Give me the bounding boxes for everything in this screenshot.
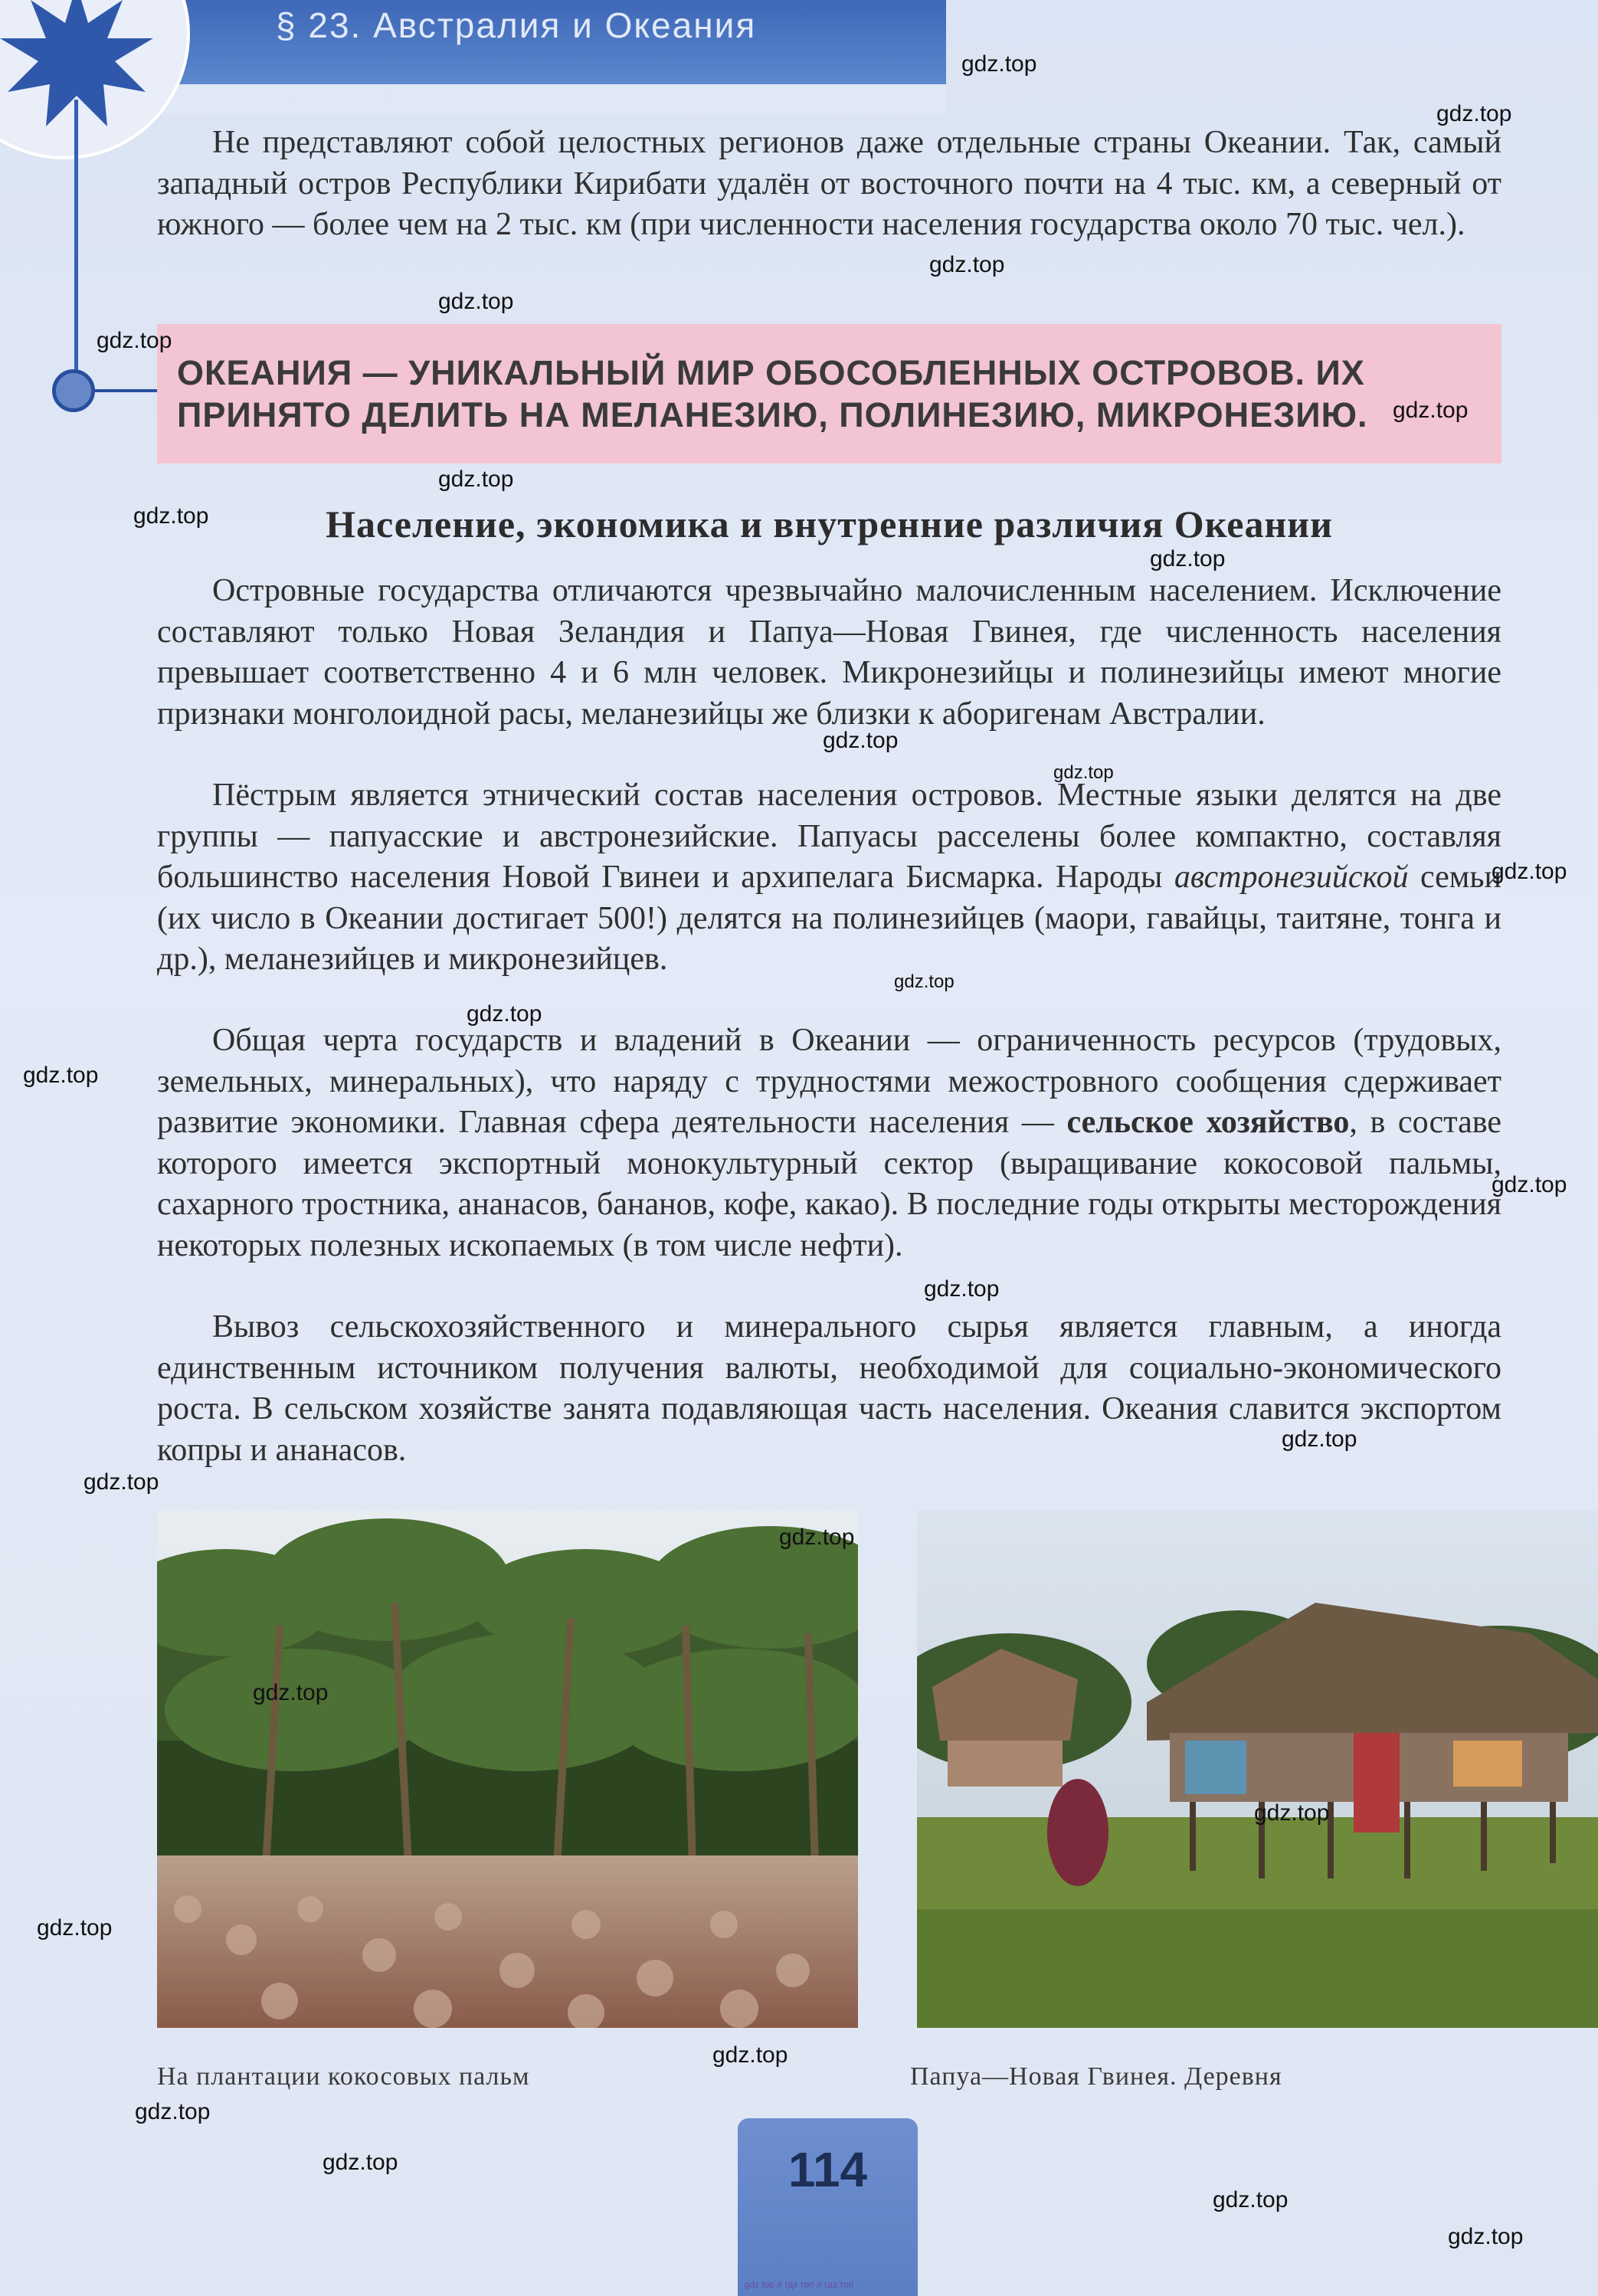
watermark: gdz.top	[961, 51, 1037, 77]
paragraph-export: Вывоз сельскохозяйственного и минерального сырья является главным, а иногда единственным источником получения валюты, необходимой для социально-экономического роста. В сельском хозяйстве занята подавляющая часть населения. Океания славится экспортом копры и ананасов.	[157, 1309, 1501, 1468]
caption-village: Папуа—Новая Гвинея. Деревня	[910, 2062, 1282, 2091]
bottom-note: gdz top // гдз топ // гдз.топ	[744, 2279, 854, 2290]
caption-coconut: На плантации кокосовых пальм	[157, 2062, 530, 2091]
photo-png-village	[917, 1511, 1598, 2028]
watermark: gdz.top	[97, 328, 172, 353]
photo-coconut-plantation	[157, 1511, 858, 2028]
watermark: gdz.top	[253, 1680, 329, 1705]
watermark: gdz.top	[438, 467, 514, 492]
watermark: gdz.top	[323, 2150, 398, 2175]
village-image	[917, 1511, 1598, 2028]
star-icon	[0, 0, 169, 146]
watermark: gdz.top	[84, 1469, 159, 1495]
side-marker-connector	[92, 389, 161, 392]
watermark: gdz.top	[1053, 762, 1114, 783]
economy-text-1: Общая черта государств и владений в Океании — ограниченность ресурсов (трудовых, земельных, минеральных), что наряду с трудностями межостровного сообщения сдерживает развитие экономики. Главная сфера деятельности населения —	[157, 1023, 1501, 1140]
ethnic-text-2: семьи (их число в Океании достигает 500!) делятся на полинезийцев (маори, гавайцы, таитяне, тонга и др.), меланезийцев и микронезийцев.	[157, 860, 1501, 977]
watermark: gdz.top	[23, 1063, 99, 1088]
watermark: gdz.top	[1492, 859, 1567, 884]
page-number: 114	[788, 2142, 868, 2197]
side-marker-dot	[52, 369, 95, 412]
definition-text: ОКЕАНИЯ — УНИКАЛЬНЫЙ МИР ОБОСОБЛЕННЫХ ОСТРОВОВ. ИХ ПРИНЯТО ДЕЛИТЬ НА МЕЛАНЕЗИЮ, ПОЛИНЕЗИЮ, МИКРОНЕЗИЮ.	[177, 353, 1368, 434]
watermark: gdz.top	[1150, 546, 1226, 572]
section-heading: Население, экономика и внутренние различия Океании	[326, 503, 1333, 545]
watermark: gdz.top	[823, 728, 899, 753]
watermark: gdz.top	[1254, 1800, 1330, 1826]
coconut-plantation-image	[157, 1511, 858, 2028]
watermark: gdz.top	[37, 1915, 113, 1941]
watermark: gdz.top	[1213, 2187, 1289, 2212]
ethnic-text-1: Пёстрым является этнический состав населения островов. Местные языки делятся на две группы — папуасские и австронезийские. Папуасы расселены более компактно, составляя большинство населения Новой Гвинеи и архипелага Бисмарка. Народы	[157, 778, 1501, 895]
paragraph-population: Островные государства отличаются чрезвычайно малочисленным населением. Исключение составляют только Новая Зеландия и Папуа—Новая Гвинея, где численность населения превышает соответственно 4 и 6 млн человек. Микронезийцы и полинезийцы имеют многие признаки монголоидной расы, меланезийцы же близки к аборигенам Австралии.	[157, 573, 1501, 732]
side-marker-line	[74, 100, 78, 395]
paragraph-ethnic	[157, 775, 1501, 981]
page-number-tab	[738, 2118, 918, 2296]
watermark: gdz.top	[1282, 1426, 1357, 1452]
economy-bold-term: сельское хозяйство	[1066, 1105, 1350, 1140]
watermark: gdz.top	[924, 1276, 1000, 1302]
paragraph-economy	[157, 1020, 1501, 1266]
paragraph-kiribati: Не представляют собой целостных регионов даже отдельные страны Океании. Так, самый западный остров Республики Кирибати удалён от восточного почти на 4 тыс. км, а северный от южного — более чем на 2 тыс. км (при численности населения государства около 70 тыс. чел.).	[157, 125, 1501, 242]
watermark: gdz.top	[779, 1525, 855, 1550]
watermark: gdz.top	[135, 2099, 211, 2124]
watermark: gdz.top	[133, 503, 209, 529]
watermark: gdz.top	[712, 2042, 788, 2068]
watermark: gdz.top	[438, 289, 514, 314]
watermark: gdz.top	[1393, 398, 1469, 423]
watermark: gdz.top	[894, 971, 955, 992]
watermark: gdz.top	[1492, 1172, 1567, 1197]
definition-box	[157, 324, 1501, 463]
watermark: gdz.top	[467, 1001, 542, 1027]
section-title: § 23. Австралия и Океания	[276, 5, 757, 45]
ethnic-italic-term: австронезийской	[1174, 860, 1409, 895]
watermark: gdz.top	[1448, 2224, 1524, 2249]
economy-text-2: , в составе которого имеется экспортный монокультурный сектор (выращивание кокосовой пальмы, сахарного тростника, ананасов, бананов, кофе, какао). В последние годы открыты месторождения некоторых полезных ископаемых (в том числе нефти).	[157, 1105, 1501, 1263]
watermark: gdz.top	[929, 252, 1005, 277]
watermark: gdz.top	[1436, 101, 1512, 126]
